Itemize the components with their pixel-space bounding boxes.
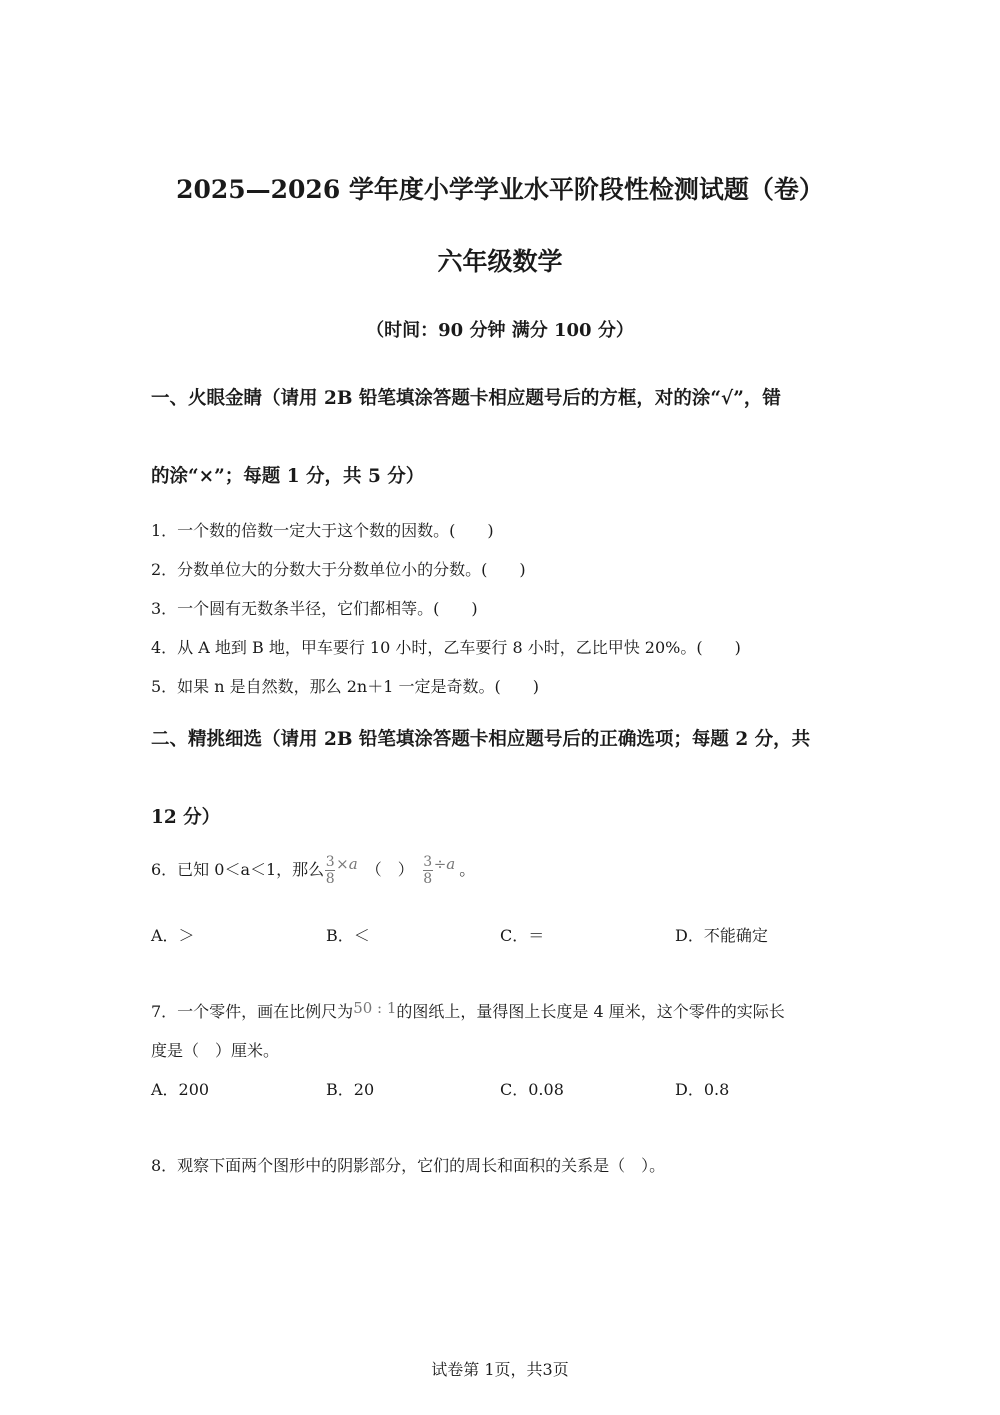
q6-option-a: A．＞	[151, 926, 195, 945]
question-7-suffix: 的图纸上，量得图上长度是 4 厘米，这个零件的实际长	[396, 1002, 785, 1021]
question-3: 3．一个圆有无数条半径，它们都相等。( )	[151, 599, 478, 618]
fraction-numerator: 3	[423, 854, 433, 870]
question-7-line2: 度是（ ）厘米。	[151, 1041, 280, 1060]
question-8: 8．观察下面两个图形中的阴影部分，它们的周长和面积的关系是（ ）。	[151, 1156, 666, 1175]
section1-heading-line2: 的涂“×”；每题 1 分，共 5 分）	[151, 466, 425, 487]
fraction-numerator: 3	[325, 854, 335, 870]
question-1: 1．一个数的倍数一定大于这个数的因数。( )	[151, 521, 494, 540]
section2-heading-line1: 二、精挑细选（请用 2B 铅笔填涂答题卡相应题号后的正确选项；每题 2 分，共	[151, 729, 811, 750]
question-2: 2．分数单位大的分数大于分数单位小的分数。( )	[151, 560, 526, 579]
q7-option-d: D．0.8	[675, 1080, 730, 1099]
question-6	[151, 854, 475, 887]
q6-option-d: D．不能确定	[675, 926, 768, 945]
q7-option-c: C．0.08	[500, 1080, 564, 1099]
question-7	[151, 999, 785, 1022]
page-footer: 试卷第 1页，共3页	[431, 1360, 569, 1379]
section1-heading-line1: 一、火眼金睛（请用 2B 铅笔填涂答题卡相应题号后的方框，对的涂“√”，错	[151, 388, 781, 409]
exam-meta: （时间：90 分钟 满分 100 分）	[366, 320, 634, 341]
question-5: 5．如果 n 是自然数，那么 2n＋1 一定是奇数。( )	[151, 677, 539, 696]
fraction-3-8-b	[423, 854, 433, 887]
question-6-suffix: 。	[459, 860, 476, 879]
fraction-denominator: 8	[423, 871, 433, 887]
answer-blank: （ ）	[365, 860, 414, 879]
times-a: ×a	[336, 854, 358, 873]
q6-option-b: B．＜	[326, 926, 370, 945]
question-6-prefix: 6．已知 0＜a＜1，那么	[151, 860, 325, 879]
q6-option-c: C．＝	[500, 926, 545, 945]
exam-title: 2025—2026 学年度小学学业水平阶段性检测试题（卷）	[176, 175, 824, 204]
question-4: 4．从 A 地到 B 地，甲车要行 10 小时，乙车要行 8 小时，乙比甲快 20%。( )	[151, 638, 741, 657]
divide-a: ÷a	[433, 854, 456, 873]
q7-option-a: A．200	[151, 1080, 210, 1099]
fraction-denominator: 8	[325, 871, 335, 887]
q7-option-b: B．20	[326, 1080, 375, 1099]
section2-heading-line2: 12 分）	[151, 807, 221, 828]
scale-ratio: 50 : 1	[353, 999, 397, 1017]
exam-subtitle: 六年级数学	[437, 247, 563, 276]
fraction-3-8-a	[325, 854, 335, 887]
question-7-prefix: 7．一个零件，画在比例尺为	[151, 1002, 354, 1021]
